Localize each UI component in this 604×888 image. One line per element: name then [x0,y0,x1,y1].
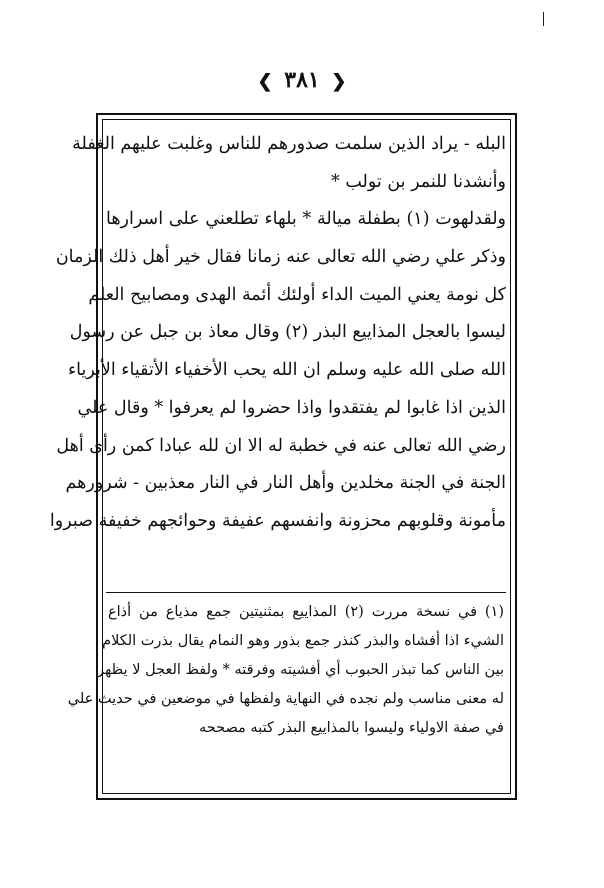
text-line: كل نومة يعني الميت الداء أولئك أئمة الهدى ومصابيح العلم [88,284,506,305]
text-line: الذين اذا غابوا لم يفتقدوا واذا حضروا لم يعرفوا * وقال علي [77,397,506,418]
footnotes-block [67,598,505,743]
text-line: وأنشدنا للنمر بن تولب * [331,171,506,192]
footnote-line: بين الناس كما تبذر الحبوب أي أفشيته وفرقته * ولفظ العجل لا يظهر [97,662,504,678]
left-ornament-icon: ❮ [257,71,273,92]
footnote-line: في صفة الاولياء وليسوا بالمذاييع البذر كتبه مصححه [198,720,504,736]
text-line: ولقدلهوت (١) بطفلة ميالة * بلهاء تطلعني على اسرارها [106,209,506,230]
text-line: الجنة في الجنة مخلدين وأهل النار في النار معذبين - شرورهم [65,473,506,494]
footnote-line: (١) في نسخة مررت (٢) المذاييع بمثنيتين جمع مذياع من أذاع [108,604,505,620]
text-line: مأمونة وقلوبهم محزونة وانفسهم عفيفة وحوائجهم خفيفة صبروا [49,510,506,531]
text-line: ليسوا بالعجل المذاييع البذر (٢) وقال معاذ بن جبل عن رسول [69,322,506,343]
right-ornament-icon: ❯ [331,71,347,92]
text-line: وذكر علي رضي الله تعالى عنه زمانا فقال خير أهل ذلك الزمان [55,247,506,268]
footnote-line: الشيء اذا أفشاه والبذر كنذر جمع بذور وهو النمام يقال بذرت الكلام [102,633,504,649]
page-number: ٣٨١ [284,67,320,93]
text-line: البله - يراد الذين سلمت صدورهم للناس وغلبت عليهم الغفلة [72,134,506,154]
page-edge-mark [543,12,544,26]
page-number-header [0,66,604,96]
text-line: الله صلى الله عليه وسلم ان الله يحب الأخفياء الأتقياء الأبرياء [67,360,506,381]
text-line: رضي الله تعالى عنه في خطبة له الا ان لله عبادا كمن رأى أهل [56,435,506,456]
footnote-separator [106,592,506,593]
footnote-line: له معنى مناسب ولم نجده في النهاية ولفظها في موضعين في حديث علي [67,691,504,707]
main-text-block [49,126,506,541]
